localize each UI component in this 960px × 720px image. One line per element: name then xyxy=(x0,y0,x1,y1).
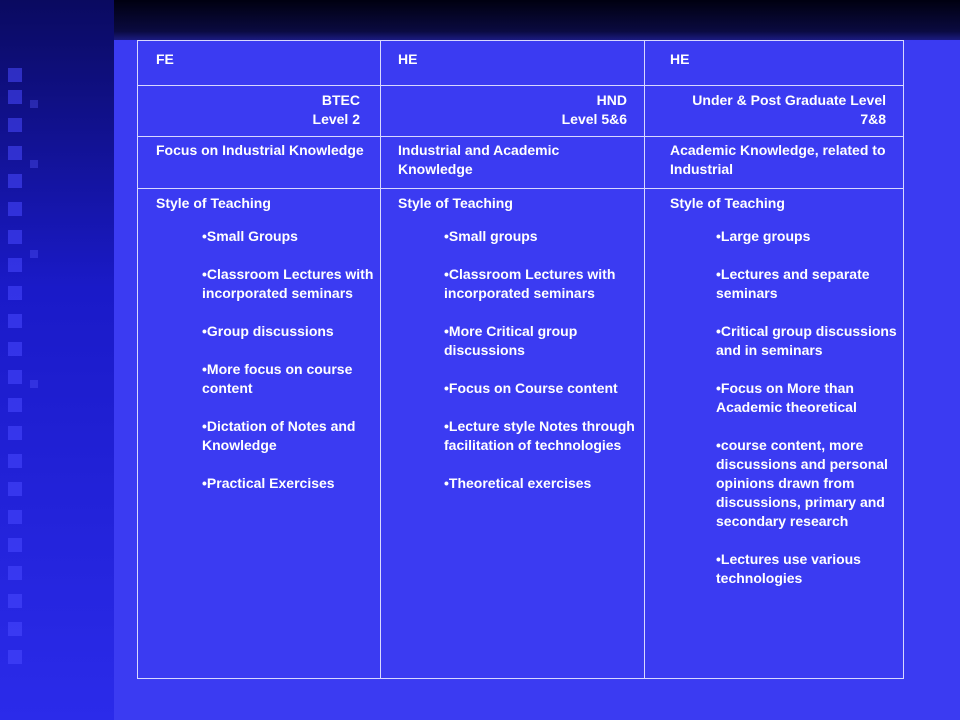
left-decor-strip xyxy=(0,0,114,720)
decor-square xyxy=(8,90,22,104)
list-item: • Classroom Lectures with incorporated seminars xyxy=(202,265,374,303)
list-item: • Large groups xyxy=(716,227,897,246)
level-name: BTEC xyxy=(321,92,360,108)
style-heading: Style of Teaching xyxy=(156,195,271,211)
focus-cell: Industrial and Academic Knowledge xyxy=(381,137,645,189)
style-heading: Style of Teaching xyxy=(398,195,513,211)
header-cell-he: HE xyxy=(381,41,645,86)
decor-square xyxy=(8,510,22,524)
list-item: • Critical group discussions and in seminars xyxy=(716,322,897,360)
level-name: HND xyxy=(596,92,627,108)
decor-square xyxy=(8,286,22,300)
decor-square xyxy=(8,454,22,468)
list-item: • Lectures use various technologies xyxy=(716,550,897,588)
list-item: • Lectures and separate seminars xyxy=(716,265,897,303)
decor-square xyxy=(8,538,22,552)
decor-square xyxy=(8,342,22,356)
decor-square xyxy=(8,118,22,132)
decor-square xyxy=(8,622,22,636)
level-number: 7&8 xyxy=(860,111,886,127)
decor-square xyxy=(30,380,38,388)
level-number: Level 2 xyxy=(312,111,360,127)
comparison-table xyxy=(137,40,904,679)
bullet-list xyxy=(670,227,897,588)
decor-square xyxy=(30,160,38,168)
decor-square xyxy=(8,482,22,496)
level-cell-btec xyxy=(138,86,381,137)
style-cell-hnd xyxy=(381,189,645,679)
list-item: • Small groups xyxy=(444,227,638,246)
decor-square xyxy=(8,650,22,664)
list-item: • Lecture style Notes through facilitation of technologies xyxy=(444,417,638,455)
focus-cell: Focus on Industrial Knowledge xyxy=(138,137,381,189)
header-cell-fe: FE xyxy=(138,41,381,86)
decor-square xyxy=(8,594,22,608)
style-cell-degree xyxy=(645,189,904,679)
table-row-headers xyxy=(138,41,904,86)
list-item: • Classroom Lectures with incorporated seminars xyxy=(444,265,638,303)
decor-square xyxy=(30,250,38,258)
level-cell-degree xyxy=(645,86,904,137)
list-item: • Small Groups xyxy=(202,227,374,246)
bullet-list xyxy=(398,227,638,493)
decor-square xyxy=(8,566,22,580)
list-item: • More Critical group discussions xyxy=(444,322,638,360)
decor-square xyxy=(8,68,22,82)
table-row-levels xyxy=(138,86,904,137)
left-strip-gradient xyxy=(0,0,114,720)
table-row-focus xyxy=(138,137,904,189)
level-cell-hnd xyxy=(381,86,645,137)
list-item: • Theoretical exercises xyxy=(444,474,638,493)
table-row-teaching-style xyxy=(138,189,904,679)
decor-square xyxy=(30,100,38,108)
decor-square xyxy=(8,174,22,188)
level-number: Level 5&6 xyxy=(561,111,627,127)
decor-square xyxy=(8,426,22,440)
list-item: • Focus on More than Academic theoretical xyxy=(716,379,897,417)
list-item: • Dictation of Notes and Knowledge xyxy=(202,417,374,455)
list-item: • More focus on course content xyxy=(202,360,374,398)
focus-cell: Academic Knowledge, related to Industrial xyxy=(645,137,904,189)
bullet-list xyxy=(156,227,374,493)
decor-square xyxy=(8,314,22,328)
decor-square xyxy=(8,202,22,216)
list-item: • Focus on Course content xyxy=(444,379,638,398)
level-name: Under & Post Graduate Level xyxy=(692,92,886,108)
decor-square xyxy=(8,146,22,160)
list-item: • Practical Exercises xyxy=(202,474,374,493)
style-cell-fe xyxy=(138,189,381,679)
decor-square xyxy=(8,370,22,384)
list-item: • course content, more discussions and personal opinions drawn from discussions, primary and secondary research xyxy=(716,436,897,531)
list-item: • Group discussions xyxy=(202,322,374,341)
header-cell-he: HE xyxy=(645,41,904,86)
decor-square xyxy=(8,230,22,244)
decor-square xyxy=(8,258,22,272)
decor-square xyxy=(8,398,22,412)
style-heading: Style of Teaching xyxy=(670,195,785,211)
